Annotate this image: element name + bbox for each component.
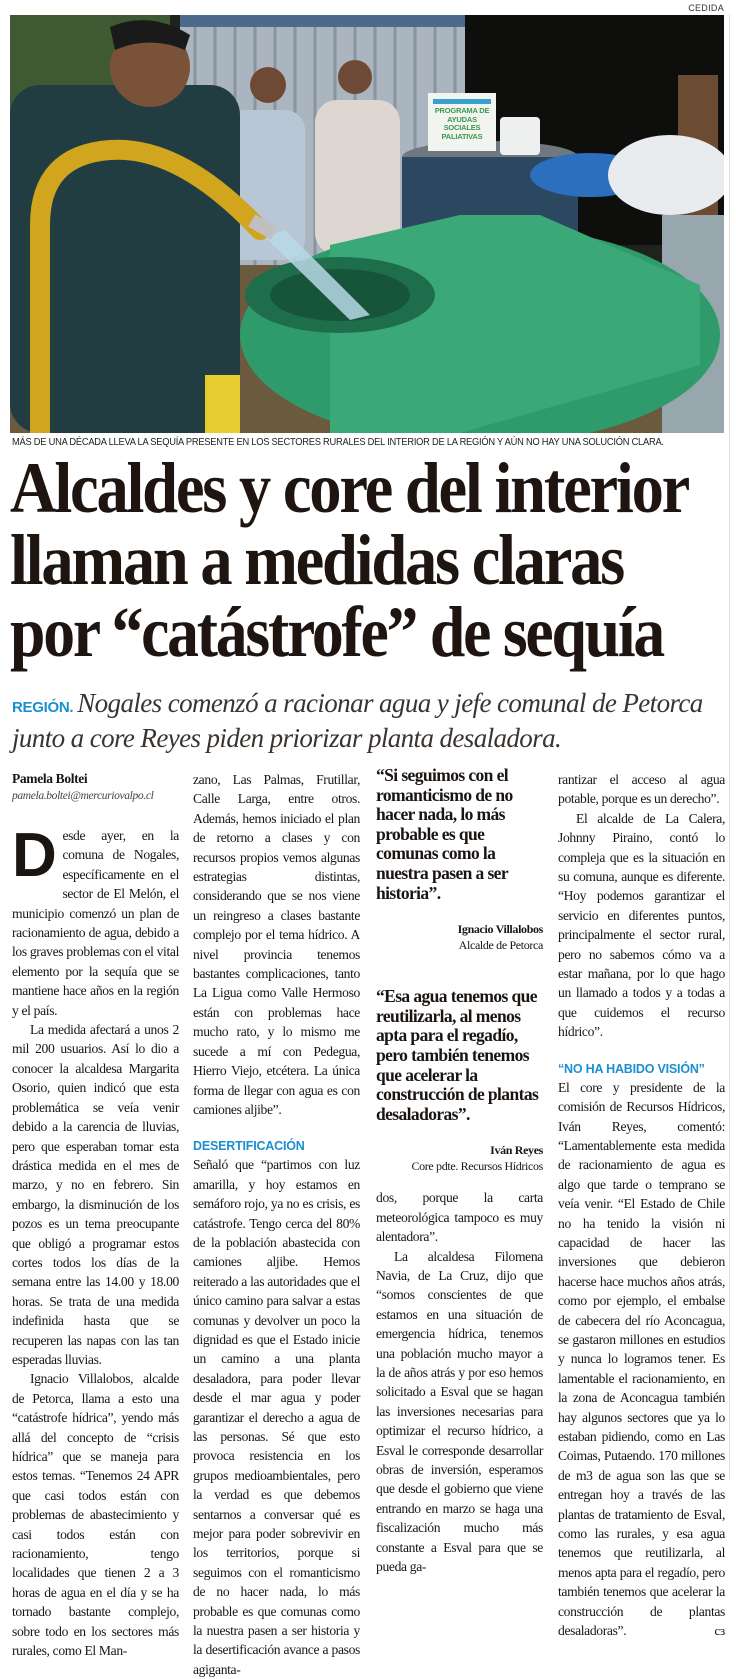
headline-line-3: por “catástrofe” de sequía xyxy=(10,592,663,672)
author-name: Pamela Boltei xyxy=(12,771,88,786)
page-border xyxy=(729,15,730,1480)
paragraph: El alcalde de La Calera, Johnny Piraino, contó lo compleja que es la situación en su comuna, aunque es diferente. “Hoy podemos garantizar el servicio en diferentes puntos, principalmente el sector rural, pero no sabemos cómo va a estar mañana, por lo que hago un llamado a todos y a todas a que cuidemos el recurso hídrico”. xyxy=(558,810,725,1040)
article-column-4 xyxy=(558,770,725,1640)
quote-author-name: Iván Reyes xyxy=(490,1143,543,1158)
drop-cap: D xyxy=(12,821,57,890)
paragraph-text: esde ayer, en la comuna de Nogales, específicamente en el sector de El Melón, el municipio comenzó un plan de racionamiento de agua, debido a los graves problemas con el vital elemento por la sequía que se mantiene hace años en la región y el país. xyxy=(12,828,180,1018)
pull-quote-2-attribution xyxy=(376,1142,543,1174)
headline-line-1: Alcaldes y core del interior xyxy=(10,448,688,528)
paragraph: dos, porque la carta meteorológica tampoco es muy alentadora”. xyxy=(376,1190,543,1245)
paragraph: zano, Las Palmas, Frutillar, Calle Larga, entre otros. Además, hemos iniciado el plan de retorno a clases y con recursos propios vemos algunas estrategias distintas, considerando que se nos viene un reingreso a clases bastante complejo por el tema hídrico. A nivel provincia tenemos bastantes complicaciones, tanto La Ligua como Valle Hermoso están con problemas hace mucho rato, y lo mismo me sucede a mí con Pedegua, Hierro Viejo, etcétera. La única forma de llegar con agua es con camiones aljibe”. xyxy=(193,772,360,1117)
end-of-article-mark: cɜ xyxy=(714,1623,725,1639)
paragraph: Ignacio Villalobos, alcalde de Petorca, llama a esto una “catástrofe hídrica”, yendo más allá del concepto de “crisis hídrica” que se maneja para estos temas. “Tenemos 24 APR que casi todos están con problemas de abastecimiento y casi todos están con racionamiento, tengo localidades que tienen 2 a 3 horas de agua en el día y se ha tornado bastante complejo, sobre todo en los sectores más rurales, como El Man- xyxy=(12,1371,179,1659)
quote-author-role: Core pdte. Recursos Hídricos xyxy=(411,1159,543,1174)
headline xyxy=(10,448,730,672)
section-heading-no-ha-habido-vision: “NO HA HABIDO VISIÓN” xyxy=(558,1061,705,1076)
paragraph xyxy=(558,1078,725,1641)
section-heading-desertificacion: DESERTIFICACIÓN xyxy=(193,1139,305,1154)
pull-quote-2: “Esa agua tenemos que reutilizarla, al menos apta para el regadío, pero también tenemos que acelerar la construcción de plantas desaladoras”. xyxy=(376,986,539,1124)
article-photo xyxy=(10,15,724,433)
paragraph: La medida afectará a unos 2 mil 200 usuarios. Así lo dio a conocer la alcaldesa Margarita Osorio, quien indicó que esta problemática se veía venir debido a la carencia de lluvias, pero que esperaban tomar esta drástica medida en el mes de marzo, y no en febrero. Sin embargo, la disminución de los pozos es un tema preocupante que obligó a programar estos cortes todos los días de la semana entre las 14.00 y 18.00 horas. Se trata de una medida indefinida hasta que se recuperen las napas con las tan esperadas lluvias. xyxy=(12,1022,179,1367)
paragraph: Señaló que “partimos con luz amarilla, y hoy estamos en semáforo rojo, ya no es crisis, es catástrofe. Tengo cerca del 80% de la población abastecida con camiones aljibe. Hemos reiterado a las autoridades que el único camino para salvar a estas comunas y devolver un poco la dignidad es que el Estado inicie un camino a una planta desaladora, para poder llevar desde el mar agua y poder garantizar el derecho a agua de las personas. Sé que esto provoca resistencia en los grupos medioambientales, pero la verdad es que debemos sentarnos a conversar qué es mejor para poder sobrevivir en los territorios, porque si seguimos con el romanticismo de no hacer nada, lo más probable es que comunas como la nuestra pasen a ser historia y la desertificación avance a pasos agiganta- xyxy=(193,1157,360,1677)
aid-box-label: PROGRAMA DE AYUDAS SOCIALES PALIATIVAS xyxy=(434,107,490,141)
paragraph: rantizar el acceso al agua potable, porque es un derecho”. xyxy=(558,772,725,807)
pull-quote-1: “Si seguimos con el romanticismo de no hacer nada, lo más probable es que comunas como la nuestra pasen a ser historia”. xyxy=(376,765,513,903)
section-kicker: REGIÓN. xyxy=(12,699,74,716)
article-column-1 xyxy=(12,770,179,1660)
article-column-3 xyxy=(376,766,543,1576)
photo-caption: MÁS DE UNA DÉCADA LLEVA LA SEQUÍA PRESENTE EN LOS SECTORES RURALES DEL INTERIOR DE LA REGIÓN Y AÚN NO HAY UNA SOLUCIÓN CLARA. xyxy=(12,437,664,448)
subheadline xyxy=(12,688,722,754)
quote-author-name: Ignacio Villalobos xyxy=(457,922,543,937)
paragraph: La alcaldesa Filomena Navia, de La Cruz, dijo que “somos conscientes de que estamos en una situación de emergencia hídrica, tenemos una población mucho mayor a la de años atrás y por eso hemos solicitado a Esval que se hagan las inversiones necesarias para optimizar el recurso hídrico, a Esval le corresponde desarrollar obras de inversión, esperamos que desde el gobierno que viene entrando en marzo se haga una fiscalización mucho más constante a Esval para que se pueda ga- xyxy=(376,1248,543,1575)
subheadline-text: Nogales comenzó a racionar agua y jefe comunal de Petorca junto a core Reyes piden priorizar planta desaladora. xyxy=(12,688,703,753)
photo-credit: CEDIDA xyxy=(688,3,724,13)
headline-line-2: llaman a medidas claras xyxy=(10,520,623,600)
author-email[interactable]: pamela.boltei@mercuriovalpo.cl xyxy=(12,790,154,802)
quote-author-role: Alcalde de Petorca xyxy=(458,938,543,953)
photo-illustration xyxy=(10,15,724,433)
pull-quote-1-attribution xyxy=(376,921,543,953)
article-column-2 xyxy=(193,770,360,1679)
paragraph-text: El core y presidente de la comisión de Recursos Hídricos, Iván Reyes, comentó: “Lamentablemente esta medida de racionamiento de agua es algo que tarde o temprano se veía venir. “El Estado de Chile no ha tenido la visión ni capacidad de hacer las inversiones que debieron hacerse hace muchos años atrás, como por ejemplo, el embalse de cabecera del río Aconcagua, se gastaron millones en estudios y nunca lo logramos tener. Es lamentable el racionamiento, en la zona de Aconcagua también hay algunos sectores que ya lo estaban pidiendo, como en Las Coimas, Putaendo. 170 millones de m3 de agua son las que se entregan hoy a través de las plantas de tratamiento de Esval, como las rurales, y esa agua tenemos que reutilizarla, al menos apta para el regadío, pero también tenemos que acelerar la construcción de plantas desaladoras”. xyxy=(558,1079,725,1639)
paragraph xyxy=(12,821,180,1020)
